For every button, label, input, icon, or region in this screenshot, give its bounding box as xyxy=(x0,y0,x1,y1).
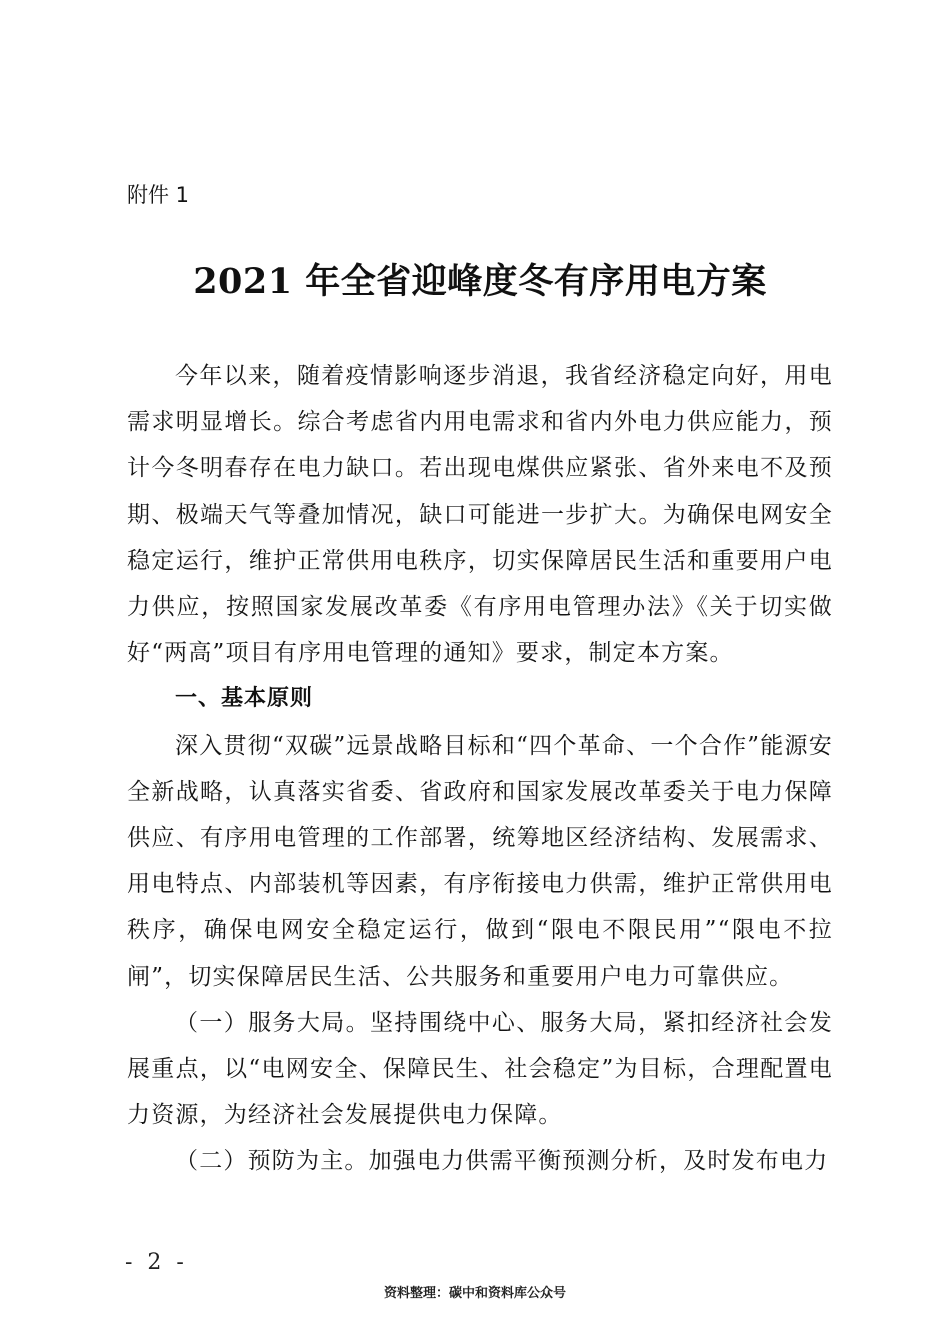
page-title: 2021 年全省迎峰度冬有序用电方案 xyxy=(193,261,767,302)
principle-paragraph: 深入贯彻“双碳”远景战略目标和“四个革命、一个合作”能源安全新战略，认真落实省委、省政府和国家发展改革委关于电力保障供应、有序用电管理的工作部署，统筹地区经济结构、发展需求、用电特点、内部装机等因素，有序衔接电力供需，维护正常供用电秩序，确保电网安全稳定运行，做到“限电不限民用”“限电不拉闸”，切实保障居民生活、公共服务和重要用户电力可靠供应。 xyxy=(127,732,833,990)
page-number: - 2 - xyxy=(125,1250,188,1275)
source-note: 资料整理：碳中和资料库公众号 xyxy=(383,1286,566,1301)
intro-paragraph: 今年以来，随着疫情影响逐步消退，我省经济稳定向好，用电需求明显增长。综合考虑省内用电需求和省内外电力供应能力，预计今冬明春存在电力缺口。若出现电煤供应紧张、省外来电不及预期、极端天气等叠加情况，缺口可能进一步扩大。为确保电网安全稳定运行，维护正常供用电秩序，切实保障居民生活和重要用户电力供应，按照国家发展改革委《有序用电管理办法》《关于切实做好“两高”项目有序用电管理的通知》要求，制定本方案。 xyxy=(127,363,833,667)
principle-item-2: （二）预防为主。加强电力供需平衡预测分析，及时发布电力 xyxy=(175,1148,829,1175)
document-body xyxy=(127,353,833,1185)
section-heading: 一、基本原则 xyxy=(175,686,314,712)
attachment-label: 附件 1 xyxy=(127,183,190,207)
principle-item-1: （一）服务大局。坚持围绕中心、服务大局，紧扣经济社会发展重点，以“电网安全、保障民生、社会稳定”为目标，合理配置电力资源，为经济社会发展提供电力保障。 xyxy=(127,1009,833,1129)
